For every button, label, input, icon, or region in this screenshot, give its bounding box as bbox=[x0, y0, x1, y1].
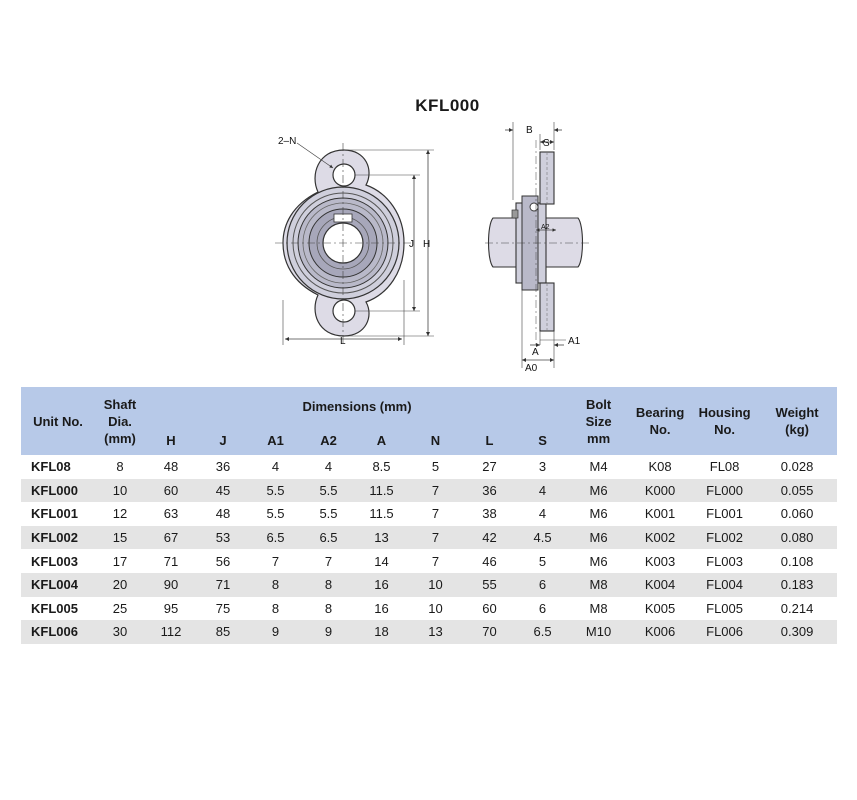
cell-shaft: 25 bbox=[112, 600, 128, 616]
table-row bbox=[21, 479, 837, 503]
label-b: B bbox=[526, 125, 533, 136]
cell-housing: FL003 bbox=[706, 553, 744, 569]
table-row bbox=[21, 526, 837, 550]
cell-h: 48 bbox=[163, 459, 179, 475]
header-housing: Housing No. bbox=[692, 387, 757, 455]
cell-l: 36 bbox=[463, 479, 516, 503]
cell-n: 7 bbox=[408, 526, 463, 550]
bottom-bolt-hole bbox=[333, 300, 355, 322]
cell-j: 71 bbox=[197, 573, 249, 597]
cell-n: 7 bbox=[431, 506, 440, 522]
cell-housing: FL005 bbox=[706, 600, 744, 616]
label-s: S bbox=[543, 138, 550, 149]
cell-bearing: K08 bbox=[648, 459, 672, 475]
cell-weight: 0.183 bbox=[757, 573, 837, 597]
header-n: N bbox=[408, 425, 463, 455]
cell-bolt: M10 bbox=[569, 620, 628, 644]
cell-shaft: 12 bbox=[112, 506, 128, 522]
label-a: A bbox=[532, 347, 539, 358]
cell-shaft: 8 bbox=[116, 459, 124, 475]
cell-bearing: K002 bbox=[628, 526, 692, 550]
cell-s: 6.5 bbox=[516, 620, 569, 644]
cell-bolt: M6 bbox=[589, 553, 608, 569]
spec-table bbox=[21, 387, 837, 644]
cell-a: 16 bbox=[374, 600, 389, 616]
cell-a1: 5.5 bbox=[266, 506, 285, 522]
header-shaft: Shaft Dia. (mm) bbox=[95, 387, 145, 455]
cell-a2: 6.5 bbox=[302, 526, 355, 550]
top-bolt-hole bbox=[333, 164, 355, 186]
cell-l: 27 bbox=[482, 459, 497, 475]
cell-s: 3 bbox=[538, 459, 547, 475]
label-j: J bbox=[409, 239, 414, 250]
cell-j: 36 bbox=[215, 459, 231, 475]
cell-bolt: M6 bbox=[569, 479, 628, 503]
header-bolt: Bolt Size mm bbox=[569, 387, 628, 455]
cell-unit: KFL003 bbox=[31, 553, 78, 569]
header-a2: A2 bbox=[302, 425, 355, 455]
cell-a2: 5.5 bbox=[302, 479, 355, 503]
label-h: H bbox=[423, 239, 431, 250]
cell-a2: 8 bbox=[324, 600, 333, 616]
side-view bbox=[485, 122, 590, 374]
cell-n: 13 bbox=[408, 620, 463, 644]
table-row bbox=[21, 620, 837, 644]
table-row bbox=[21, 573, 837, 597]
header-a: A bbox=[355, 425, 408, 455]
cell-s: 6 bbox=[538, 600, 547, 616]
table-row bbox=[21, 502, 837, 526]
cell-a1: 6.5 bbox=[249, 526, 302, 550]
cell-l: 46 bbox=[482, 553, 497, 569]
cell-a2: 8 bbox=[302, 573, 355, 597]
header-weight: Weight (kg) bbox=[757, 387, 837, 455]
cell-h: 60 bbox=[145, 479, 197, 503]
cell-j: 53 bbox=[197, 526, 249, 550]
cell-l: 38 bbox=[482, 506, 497, 522]
table-row bbox=[21, 549, 837, 573]
cell-unit: KFL000 bbox=[21, 479, 95, 503]
cell-a1: 7 bbox=[271, 553, 280, 569]
cell-l: 60 bbox=[482, 600, 497, 616]
cell-bearing: K005 bbox=[644, 600, 676, 616]
cell-shaft: 30 bbox=[95, 620, 145, 644]
cell-bearing: K004 bbox=[628, 573, 692, 597]
cell-a: 13 bbox=[355, 526, 408, 550]
cell-l: 70 bbox=[463, 620, 516, 644]
cell-n: 7 bbox=[408, 479, 463, 503]
header-a1: A1 bbox=[249, 425, 302, 455]
technical-drawing bbox=[0, 0, 857, 380]
header-row-top bbox=[21, 387, 837, 425]
cell-a1: 9 bbox=[249, 620, 302, 644]
cell-h: 67 bbox=[145, 526, 197, 550]
cell-bearing: K001 bbox=[644, 506, 676, 522]
header-dimensions: Dimensions (mm) bbox=[145, 387, 569, 425]
cell-j: 75 bbox=[215, 600, 231, 616]
cell-a2: 5.5 bbox=[319, 506, 338, 522]
cell-weight: 0.214 bbox=[780, 600, 814, 616]
cell-j: 56 bbox=[215, 553, 231, 569]
cell-bearing: K006 bbox=[628, 620, 692, 644]
cell-unit: KFL001 bbox=[31, 506, 78, 522]
header-s: S bbox=[516, 425, 569, 455]
cell-weight: 0.309 bbox=[757, 620, 837, 644]
label-l: L bbox=[340, 336, 346, 347]
cell-n: 10 bbox=[408, 573, 463, 597]
cell-bolt: M6 bbox=[589, 506, 608, 522]
cell-shaft: 10 bbox=[95, 479, 145, 503]
cell-a1: 8 bbox=[249, 573, 302, 597]
table-row bbox=[21, 597, 837, 621]
cell-weight: 0.028 bbox=[780, 459, 814, 475]
cell-unit: KFL08 bbox=[31, 459, 71, 475]
cell-housing: FL002 bbox=[692, 526, 757, 550]
cell-unit: KFL006 bbox=[21, 620, 95, 644]
cell-n: 10 bbox=[428, 600, 443, 616]
cell-a: 11.5 bbox=[355, 479, 408, 503]
cell-a: 8.5 bbox=[372, 459, 391, 475]
cell-housing: FL006 bbox=[692, 620, 757, 644]
cell-housing: FL000 bbox=[692, 479, 757, 503]
cell-a2: 4 bbox=[324, 459, 333, 475]
cell-unit: KFL004 bbox=[21, 573, 95, 597]
header-unit: Unit No. bbox=[21, 387, 95, 455]
cell-a: 18 bbox=[355, 620, 408, 644]
cell-s: 5 bbox=[538, 553, 547, 569]
cell-a: 16 bbox=[355, 573, 408, 597]
cell-housing: FL001 bbox=[706, 506, 744, 522]
cell-l: 55 bbox=[463, 573, 516, 597]
cell-a1: 8 bbox=[271, 600, 280, 616]
cell-bolt: M4 bbox=[589, 459, 608, 475]
cell-weight: 0.060 bbox=[780, 506, 814, 522]
cell-bearing: K003 bbox=[644, 553, 676, 569]
header-j: J bbox=[197, 425, 249, 455]
cell-a2: 9 bbox=[302, 620, 355, 644]
cell-h: 71 bbox=[163, 553, 179, 569]
header-bearing: Bearing No. bbox=[628, 387, 692, 455]
cell-housing: FL08 bbox=[709, 459, 740, 475]
cell-s: 4 bbox=[516, 479, 569, 503]
cell-h: 95 bbox=[163, 600, 179, 616]
cell-unit: KFL005 bbox=[31, 600, 78, 616]
label-a2: A2 bbox=[541, 224, 550, 231]
cell-shaft: 15 bbox=[95, 526, 145, 550]
cell-a: 14 bbox=[374, 553, 389, 569]
cell-a2: 7 bbox=[324, 553, 333, 569]
front-view bbox=[275, 136, 434, 347]
cell-unit: KFL002 bbox=[21, 526, 95, 550]
cell-s: 4.5 bbox=[516, 526, 569, 550]
cell-j: 45 bbox=[197, 479, 249, 503]
drawing-title: KFL000 bbox=[415, 96, 480, 115]
cell-h: 90 bbox=[145, 573, 197, 597]
cell-weight: 0.108 bbox=[780, 553, 814, 569]
cell-h: 63 bbox=[163, 506, 179, 522]
cell-housing: FL004 bbox=[692, 573, 757, 597]
cell-bolt: M8 bbox=[569, 573, 628, 597]
cell-a1: 5.5 bbox=[249, 479, 302, 503]
table-row bbox=[21, 455, 837, 479]
cell-shaft: 20 bbox=[95, 573, 145, 597]
table-body bbox=[21, 455, 837, 644]
header-l: L bbox=[463, 425, 516, 455]
cell-s: 6 bbox=[516, 573, 569, 597]
label-a1: A1 bbox=[568, 336, 581, 347]
cell-h: 112 bbox=[145, 620, 197, 644]
cell-j: 48 bbox=[215, 506, 231, 522]
cell-s: 4 bbox=[538, 506, 547, 522]
cell-l: 42 bbox=[463, 526, 516, 550]
cell-j: 85 bbox=[197, 620, 249, 644]
cell-weight: 0.055 bbox=[757, 479, 837, 503]
cell-shaft: 17 bbox=[112, 553, 128, 569]
cell-bolt: M6 bbox=[569, 526, 628, 550]
cell-n: 5 bbox=[431, 459, 440, 475]
cell-a: 11.5 bbox=[369, 506, 394, 522]
header-h: H bbox=[145, 425, 197, 455]
cell-n: 7 bbox=[431, 553, 440, 569]
label-2n: 2–N bbox=[278, 136, 297, 147]
label-a0: A0 bbox=[525, 363, 538, 374]
cell-bolt: M8 bbox=[589, 600, 608, 616]
cell-bearing: K000 bbox=[628, 479, 692, 503]
cell-weight: 0.080 bbox=[757, 526, 837, 550]
cell-a1: 4 bbox=[271, 459, 280, 475]
